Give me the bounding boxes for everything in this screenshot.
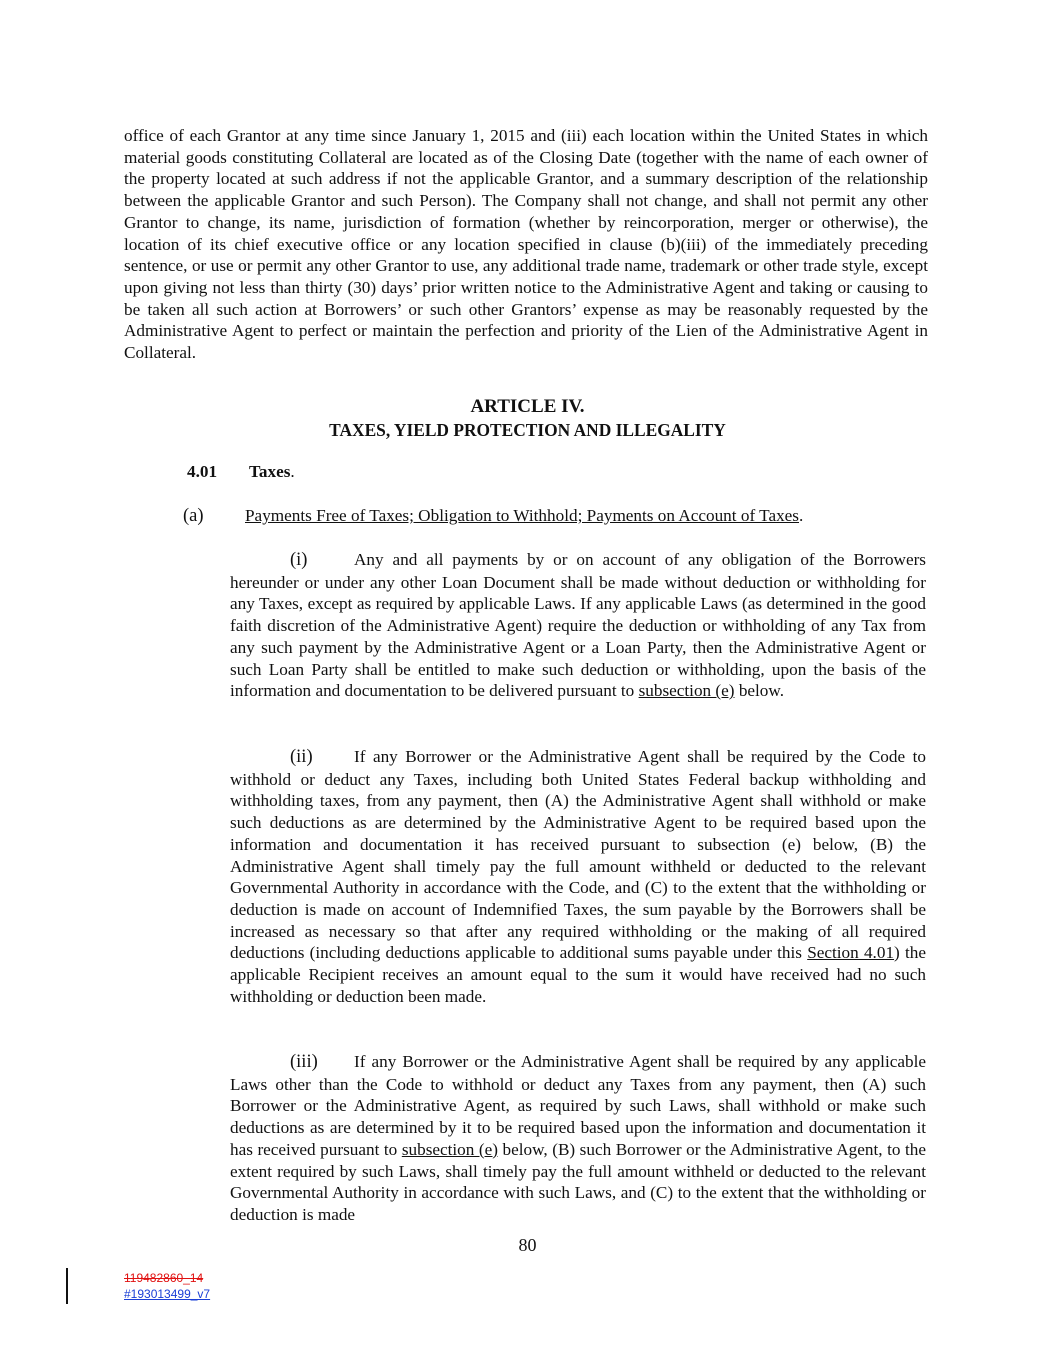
doc-id-inserted[interactable]: #193013499_v7 — [124, 1287, 211, 1301]
subsection-a-title: Payments Free of Taxes; Obligation to Withhold; Payments on Account of Taxes — [245, 506, 799, 525]
clause-iii-label: (iii) — [290, 1052, 318, 1072]
section-title-period: . — [290, 462, 295, 481]
section-number: 4.01 — [187, 462, 218, 481]
subsection-a-label: (a) — [183, 506, 204, 526]
page-number: 80 — [518, 1235, 537, 1255]
subsection-a-period: . — [799, 506, 804, 525]
change-bar — [66, 1268, 68, 1304]
clause-ii-section-4-01-link[interactable]: Section 4.01 — [807, 943, 895, 963]
clause-iii-text: If any Borrower or the Administrative Agent shall be required by any applicable Laws other than the Code to withhold or deduct any Taxes from any payment, then (A) such Borrower or the Administrative Agent, as required by such Laws, shall withhold or make such deductions as are determined by it to be required based upon the information and documentation it has received pursuant to — [230, 1052, 926, 1159]
clause-i-subsection-e-link[interactable]: subsection (e) — [638, 681, 735, 701]
doc-id-deleted: 119482860_14 — [124, 1271, 204, 1285]
clause-iii-text-end: below, (B) such Borrower or the Administrative Agent, to the extent required by such Laws, shall timely pay the full amount withheld or deducted to the relevant Governmental Authority in accordance with such Laws, and (C) to the extent that the withholding or deduction is made — [230, 1139, 926, 1224]
clause-iii-subsection-e-link[interactable]: subsection (e) — [401, 1139, 498, 1159]
clause-ii-text-end: ) the applicable Recipient receives an amount equal to the sum it would have received had no such withholding or deduction been made. — [230, 943, 926, 1006]
clause-iii — [230, 1051, 926, 1226]
article-subtitle: TAXES, YIELD PROTECTION AND ILLEGALITY — [329, 420, 726, 440]
section-heading — [187, 461, 295, 483]
article-title: ARTICLE IV. — [470, 396, 585, 417]
clause-ii-text: If any Borrower or the Administrative Agent shall be required by the Code to withhold or deduct any Taxes, including both United States Federal backup withholding and withholding taxes, from any payment, then (A) the Administrative Agent shall withhold or make such deductions as are determined by the Administrative Agent to be required based upon the information and documentation it has received pursuant to subsection (e) below, (B) the Administrative Agent shall timely pay the full amount withheld or deducted to the relevant Governmental Authority in accordance with the Code, and (C) to the extent that the withholding or deduction is made on account of Indemnified Taxes, the sum payable by the Borrowers shall be increased as necessary so that after any required withholding or the making of all required deductions (including deductions applicable to additional sums payable under this — [230, 747, 926, 963]
clause-ii-label: (ii) — [290, 747, 313, 767]
clause-i — [230, 549, 926, 702]
intro-paragraph: office of each Grantor at any time since January 1, 2015 and (iii) each location within the United States in which material goods constituting Collateral are located as of the Closing Date (together with the name of each owner of the property located at such address if not the applicable Grantor, and a summary description of the relationship between the applicable Grantor and such Person). The Company shall not change, and shall not permit any other Grantor to change, its name, jurisdiction of formation (whether by reincorporation, merger or otherwise), the location of its chief executive office or any location specified in clause (b)(iii) of the immediately preceding sentence, or use or permit any other Grantor to use, any additional trade name, trademark or other trade style, except upon giving not less than thirty (30) days’ prior written notice to the Administrative Agent and taking or causing to be taken all such action at Borrowers’ or such other Grantors’ expense as may be reasonably requested by the Administrative Agent to perfect or maintain the perfection and priority of the Lien of the Administrative Agent in Collateral. — [124, 126, 928, 363]
clause-i-text-end: below. — [734, 681, 784, 701]
section-title: Taxes — [249, 462, 291, 481]
clause-ii — [230, 746, 926, 1007]
clause-i-label: (i) — [290, 550, 308, 570]
clause-i-text: Any and all payments by or on account of any obligation of the Borrowers hereunder or under any other Loan Document shall be made without deduction or withholding for any Taxes, except as required by applicable Laws. If any applicable Laws (as determined in the good faith discretion of the Administrative Agent) require the deduction or withholding of any Tax from any such payment by the Administrative Agent or a Loan Party, then the Administrative Agent or such Loan Party shall be entitled to make such deduction or withholding, upon the basis of the information and documentation to be delivered pursuant to — [230, 550, 926, 701]
subsection-a-heading — [183, 505, 803, 527]
